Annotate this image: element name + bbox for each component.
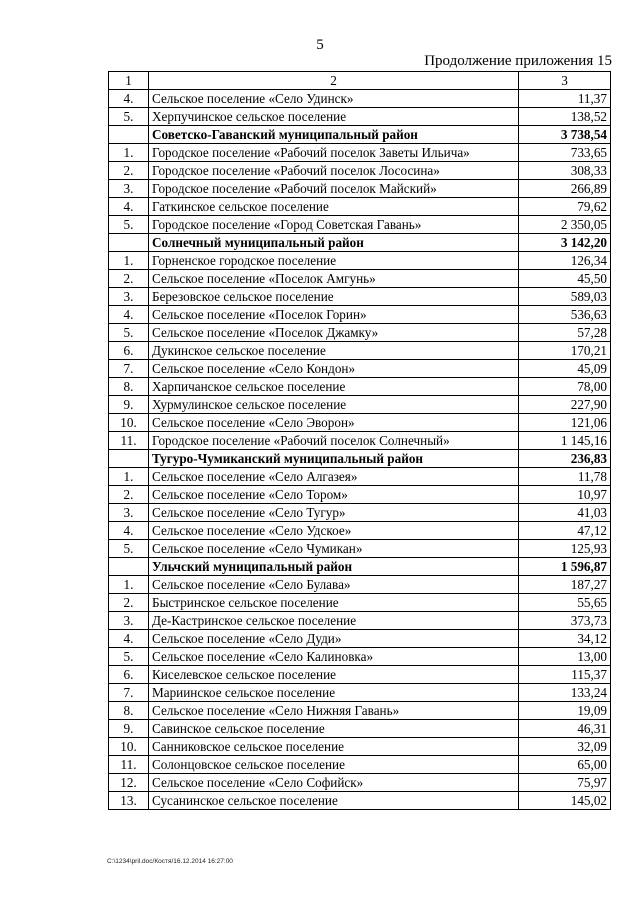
column-header-name: 2 [149,72,519,90]
row-number-cell: 2. [109,594,149,612]
row-number-cell: 12. [109,774,149,792]
row-value-cell: 266,89 [519,180,611,198]
row-name-cell: Сельское поселение «Поселок Джамку» [149,324,519,342]
table-row [109,504,611,522]
row-number-cell: 8. [109,702,149,720]
table-row [109,702,611,720]
row-name-cell: Городское поселение «Рабочий поселок Майский» [149,180,519,198]
row-number-cell: 2. [109,486,149,504]
table-row [109,108,611,126]
row-value-cell: 46,31 [519,720,611,738]
row-value-cell: 227,90 [519,396,611,414]
row-value-cell: 133,24 [519,684,611,702]
row-number-cell: 1. [109,144,149,162]
row-name-cell: Санниковское сельское поселение [149,738,519,756]
table-row [109,720,611,738]
table-row [109,396,611,414]
row-name-cell: Гаткинское сельское поселение [149,198,519,216]
row-value-cell: 536,63 [519,306,611,324]
row-name-cell: Сельское поселение «Село Тугур» [149,504,519,522]
table-header-row [109,72,611,90]
row-name-cell: Сельское поселение «Поселок Амгунь» [149,270,519,288]
row-number-cell: 7. [109,684,149,702]
row-name-cell: Сельское поселение «Село Чумикан» [149,540,519,558]
row-number-cell [109,558,149,576]
row-number-cell: 10. [109,738,149,756]
row-value-cell: 41,03 [519,504,611,522]
table-row [109,216,611,234]
row-name-cell: Городское поселение «Город Советская Гавань» [149,216,519,234]
row-value-cell: 121,06 [519,414,611,432]
row-name-cell: Солнечный муниципальный район [149,234,519,252]
row-value-cell: 79,62 [519,198,611,216]
row-number-cell [109,126,149,144]
row-name-cell: Сельское поселение «Село Дуди» [149,630,519,648]
table-row [109,612,611,630]
table-row [109,486,611,504]
row-name-cell: Ульчский муниципальный район [149,558,519,576]
row-value-cell: 115,37 [519,666,611,684]
table-row [109,432,611,450]
row-value-cell: 373,73 [519,612,611,630]
row-number-cell: 3. [109,180,149,198]
table-row [109,360,611,378]
row-name-cell: Сельское поселение «Село Удинск» [149,90,519,108]
row-value-cell: 19,09 [519,702,611,720]
row-name-cell: Сельское поселение «Село Алгазея» [149,468,519,486]
appendix-title: Продолжение приложения 15 [424,53,612,69]
row-number-cell: 5. [109,324,149,342]
table-row [109,468,611,486]
table-row [109,630,611,648]
row-name-cell: Быстринское сельское поселение [149,594,519,612]
row-value-cell: 11,37 [519,90,611,108]
table-row [109,288,611,306]
row-number-cell: 2. [109,162,149,180]
table-row [109,792,611,810]
row-name-cell: Городское поселение «Рабочий поселок Заветы Ильича» [149,144,519,162]
row-name-cell: Березовское сельское поселение [149,288,519,306]
row-value-cell: 45,09 [519,360,611,378]
row-value-cell: 3 738,54 [519,126,611,144]
row-value-cell: 47,12 [519,522,611,540]
row-number-cell: 7. [109,360,149,378]
row-number-cell: 1. [109,576,149,594]
row-value-cell: 138,52 [519,108,611,126]
column-header-value: 3 [519,72,611,90]
table-row [109,180,611,198]
table-row [109,540,611,558]
row-name-cell: Сельское поселение «Село Софийск» [149,774,519,792]
table-row [109,162,611,180]
row-value-cell: 308,33 [519,162,611,180]
row-name-cell: Хурмулинское сельское поселение [149,396,519,414]
table-row [109,144,611,162]
row-number-cell: 1. [109,252,149,270]
row-number-cell [109,450,149,468]
row-value-cell: 10,97 [519,486,611,504]
table-row [109,774,611,792]
row-number-cell: 4. [109,90,149,108]
table-row [109,252,611,270]
row-value-cell: 170,21 [519,342,611,360]
row-name-cell: Савинское сельское поселение [149,720,519,738]
row-name-cell: Дукинское сельское поселение [149,342,519,360]
row-number-cell: 4. [109,198,149,216]
table-row [109,738,611,756]
row-value-cell: 45,50 [519,270,611,288]
table-row [109,522,611,540]
row-name-cell: Сельское поселение «Поселок Горин» [149,306,519,324]
row-number-cell: 11. [109,756,149,774]
table-row [109,306,611,324]
row-number-cell: 5. [109,108,149,126]
row-name-cell: Солонцовское сельское поселение [149,756,519,774]
row-name-cell: Де-Кастринское сельское поселение [149,612,519,630]
row-value-cell: 13,00 [519,648,611,666]
row-value-cell: 11,78 [519,468,611,486]
row-number-cell: 8. [109,378,149,396]
row-value-cell: 589,03 [519,288,611,306]
row-value-cell: 78,00 [519,378,611,396]
row-number-cell: 3. [109,612,149,630]
row-number-cell: 9. [109,720,149,738]
table-row [109,648,611,666]
table-row [109,198,611,216]
row-name-cell: Городское поселение «Рабочий поселок Солнечный» [149,432,519,450]
row-name-cell: Сельское поселение «Село Удское» [149,522,519,540]
row-number-cell: 3. [109,288,149,306]
row-value-cell: 32,09 [519,738,611,756]
row-name-cell: Харпичанское сельское поселение [149,378,519,396]
row-name-cell: Сельское поселение «Село Калиновка» [149,648,519,666]
row-value-cell: 125,93 [519,540,611,558]
row-value-cell: 1 596,87 [519,558,611,576]
row-name-cell: Сельское поселение «Село Тором» [149,486,519,504]
row-value-cell: 733,65 [519,144,611,162]
row-value-cell: 145,02 [519,792,611,810]
row-value-cell: 55,65 [519,594,611,612]
table-row [109,666,611,684]
row-number-cell: 5. [109,540,149,558]
district-row [109,234,611,252]
row-number-cell: 1. [109,468,149,486]
file-path-footer: C:\1234\pril.doc/Костя/16.12.2014 16:27:00 [107,858,233,865]
table-row [109,342,611,360]
row-value-cell: 126,34 [519,252,611,270]
row-number-cell: 11. [109,432,149,450]
row-number-cell: 9. [109,396,149,414]
table-row [109,414,611,432]
table-row [109,756,611,774]
row-name-cell: Советско-Гаванский муниципальный район [149,126,519,144]
row-value-cell: 1 145,16 [519,432,611,450]
row-number-cell: 3. [109,504,149,522]
row-number-cell: 5. [109,648,149,666]
page-number: 5 [316,37,324,53]
district-row [109,450,611,468]
row-value-cell: 3 142,20 [519,234,611,252]
row-number-cell: 6. [109,666,149,684]
row-name-cell: Киселевское сельское поселение [149,666,519,684]
row-value-cell: 57,28 [519,324,611,342]
table-row [109,576,611,594]
district-row [109,558,611,576]
table-row [109,324,611,342]
row-name-cell: Тугуро-Чумиканский муниципальный район [149,450,519,468]
table-row [109,90,611,108]
row-value-cell: 65,00 [519,756,611,774]
row-name-cell: Сельское поселение «Село Нижняя Гавань» [149,702,519,720]
row-number-cell: 4. [109,630,149,648]
row-number-cell: 5. [109,216,149,234]
row-number-cell: 6. [109,342,149,360]
row-number-cell: 4. [109,306,149,324]
row-value-cell: 34,12 [519,630,611,648]
column-header-number: 1 [109,72,149,90]
row-value-cell: 75,97 [519,774,611,792]
row-number-cell: 13. [109,792,149,810]
table-row [109,684,611,702]
row-name-cell: Сельское поселение «Село Булава» [149,576,519,594]
row-number-cell: 4. [109,522,149,540]
row-name-cell: Сельское поселение «Село Кондон» [149,360,519,378]
row-name-cell: Херпучинское сельское поселение [149,108,519,126]
row-name-cell: Сельское поселение «Село Эворон» [149,414,519,432]
row-number-cell: 10. [109,414,149,432]
row-name-cell: Сусанинское сельское поселение [149,792,519,810]
row-value-cell: 2 350,05 [519,216,611,234]
row-value-cell: 236,83 [519,450,611,468]
row-number-cell [109,234,149,252]
table-row [109,378,611,396]
district-row [109,126,611,144]
row-name-cell: Горненское городское поселение [149,252,519,270]
row-name-cell: Мариинское сельское поселение [149,684,519,702]
row-value-cell: 187,27 [519,576,611,594]
table-row [109,270,611,288]
row-number-cell: 2. [109,270,149,288]
table-row [109,594,611,612]
data-table [108,71,611,810]
row-name-cell: Городское поселение «Рабочий поселок Лососина» [149,162,519,180]
